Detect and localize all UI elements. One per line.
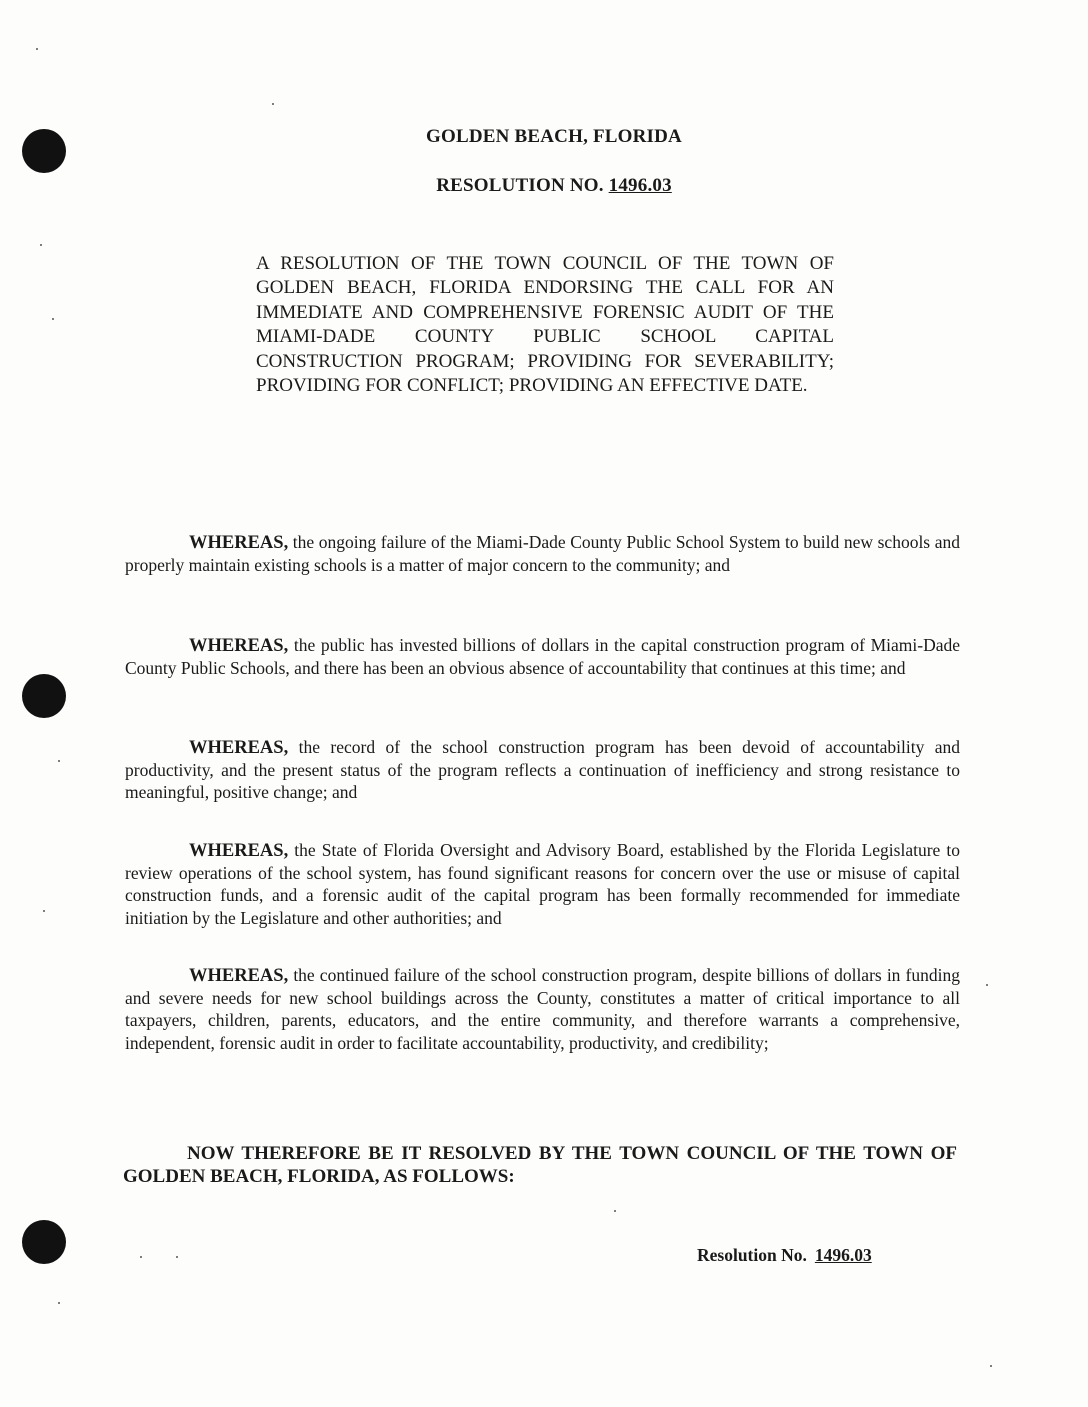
punch-hole-middle xyxy=(22,674,66,718)
whereas-text: the continued failure of the school construction program, despite billions of dollars in funding and severe needs for new school buildings across the County, constitutes a matter of critical importance to all taxpayers, children, parents, educators, and the entire community, and therefore warrants a comprehensive, independent, forensic audit in order to facilitate accountability, productivity, and credibility; xyxy=(125,965,960,1053)
scan-speck xyxy=(272,103,274,105)
whereas-lead: WHEREAS, xyxy=(189,636,289,656)
whereas-clause xyxy=(125,634,960,679)
whereas-lead: WHEREAS, xyxy=(189,966,289,986)
whereas-lead: WHEREAS, xyxy=(189,533,289,553)
whereas-clause xyxy=(125,964,960,1054)
whereas-clause xyxy=(125,531,960,576)
whereas-lead: WHEREAS, xyxy=(189,738,289,758)
whereas-clause xyxy=(125,736,960,804)
resolution-heading-number: 1496.03 xyxy=(608,175,672,196)
scan-speck xyxy=(52,318,54,320)
scan-speck xyxy=(43,910,45,912)
footer-number: 1496.03 xyxy=(814,1245,872,1265)
scan-speck xyxy=(986,984,988,986)
scan-speck xyxy=(40,244,42,246)
resolution-heading-prefix: RESOLUTION NO. xyxy=(436,175,609,196)
scan-speck xyxy=(58,1302,60,1304)
whereas-text: the State of Florida Oversight and Advisory Board, established by the Florida Legislature to review operations of the school system, has found significant reasons for concern over the use or misuse of capital construction funds, and a forensic audit of the capital program has been formally recommended for immediate initiation by the Legislature and other authorities; and xyxy=(125,840,960,928)
whereas-text: the public has invested billions of dollars in the capital construction program of Miami-Dade County Public Schools, and there has been an obvious absence of accountability that continues at this time; and xyxy=(125,635,960,679)
scan-speck xyxy=(58,760,60,762)
resolution-caption: A RESOLUTION OF THE TOWN COUNCIL OF THE TOWN OF GOLDEN BEACH, FLORIDA ENDORSING THE CALL FOR AN IMMEDIATE AND COMPREHENSIVE FORENSIC AUDIT OF THE MIAMI-DADE COUNTY PUBLIC SCHOOL CAPITAL CONSTRUCTION PROGRAM; PROVIDING FOR SEVERABILITY; PROVIDING FOR CONFLICT; PROVIDING AN EFFECTIVE DATE. xyxy=(256,253,834,397)
scan-speck xyxy=(990,1365,992,1367)
scan-speck xyxy=(36,48,38,50)
document-title: GOLDEN BEACH, FLORIDA xyxy=(426,126,682,147)
scan-speck xyxy=(140,1256,142,1258)
resolution-heading xyxy=(0,175,1088,197)
footer-label: Resolution No. xyxy=(697,1245,807,1265)
resolved-text: NOW THEREFORE BE IT RESOLVED BY THE TOWN COUNCIL OF THE TOWN OF GOLDEN BEACH, FLORIDA, AS FOLLOWS: xyxy=(123,1143,957,1187)
whereas-text: the ongoing failure of the Miami-Dade County Public School System to build new schools and properly maintain existing schools is a matter of major concern to the community; and xyxy=(125,532,960,576)
punch-hole-bottom xyxy=(22,1220,66,1264)
resolved-clause xyxy=(123,1142,957,1188)
scan-speck xyxy=(614,1210,616,1212)
scan-speck xyxy=(176,1256,178,1258)
whereas-lead: WHEREAS, xyxy=(189,841,289,861)
footer-resolution-number xyxy=(697,1245,880,1266)
whereas-clause xyxy=(125,839,960,929)
whereas-text: the record of the school construction program has been devoid of accountability and productivity, and the present status of the program reflects a continuation of inefficiency and strong resistance to meaningful, positive change; and xyxy=(125,737,960,803)
